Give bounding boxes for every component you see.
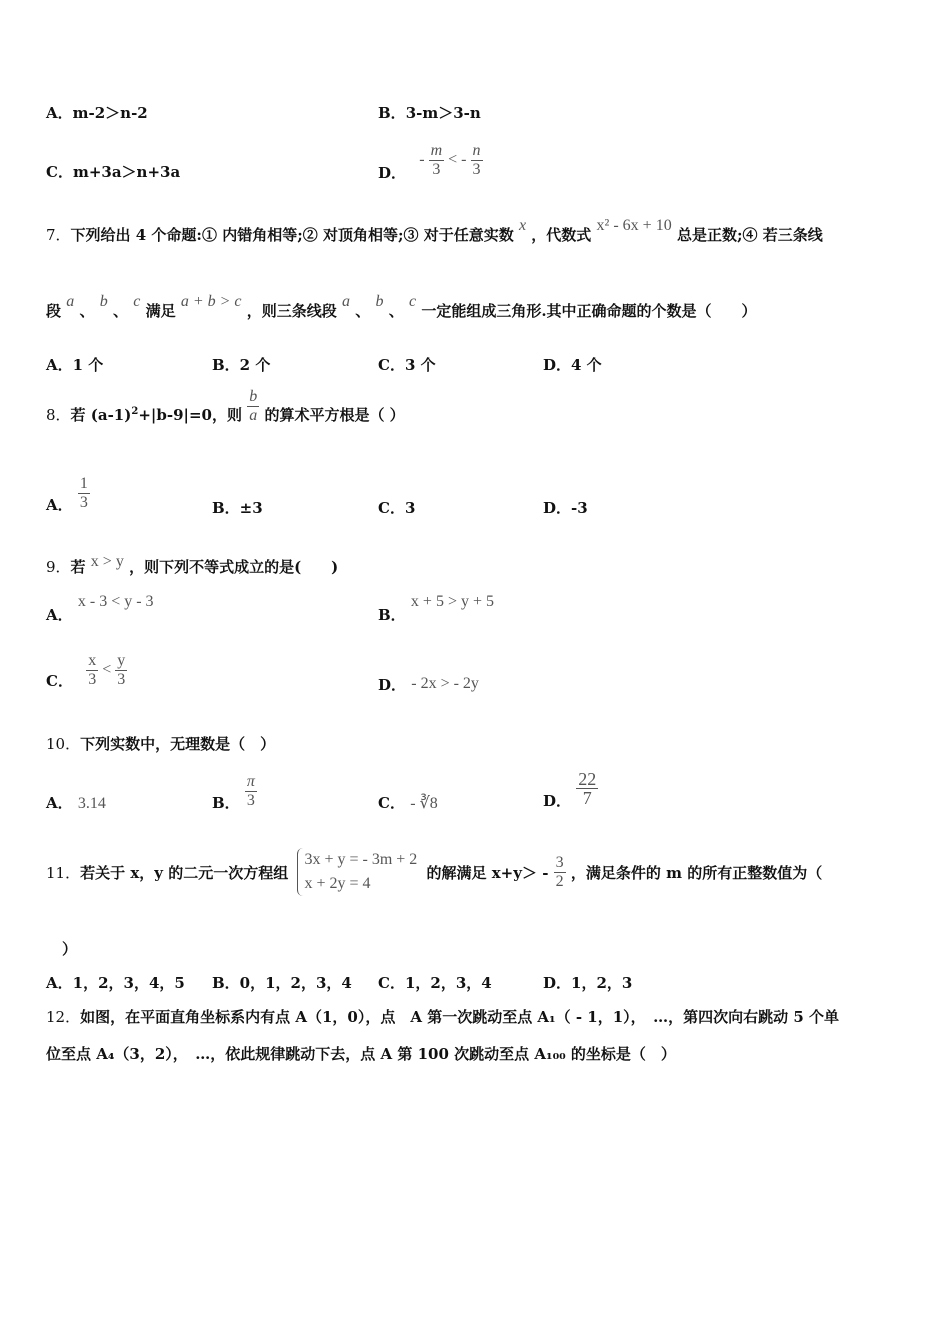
q10-b-fraction: $\frac{\pi}{3}$ [246, 773, 255, 809]
q9-stem: 9．若 x > y ，则下列不等式成立的是( ) [46, 553, 339, 576]
q9-option-d: D． - 2x > - 2y [378, 675, 479, 694]
q10-option-d: D． $\frac{22}{7}$ [543, 769, 597, 810]
q11-option-b: B．0，1，2，3，4 [212, 974, 352, 992]
q11-close-paren: ） [62, 940, 78, 958]
q11-equation-system: 3x + y = - 3m + 2 x + 2y = 4 [297, 848, 417, 896]
q7-option-c: C．3 个 [378, 356, 436, 374]
q11-stem: 11．若关于 x，y 的二元一次方程组 3x + y = - 3m + 2 x + 2y = 4 的解满足 x+y＞ - $\frac{3}{2}$ ，满足条件的 m 的所有正整数值为（ [46, 848, 822, 896]
q6-option-b: B．3-m＞3-n [378, 104, 481, 122]
q7-option-b: B．2 个 [212, 356, 271, 374]
q6-option-c: C．m+3a＞n+3a [46, 163, 181, 181]
q9-c-fraction-1: $\frac{x}{3}$ [88, 652, 97, 688]
q6-option-d: D． - $\frac{m}{3}$ < - $\frac{n}{3}$ [378, 142, 481, 182]
q7-option-d: D．4 个 [543, 356, 602, 374]
q8-fraction: $\frac{b}{a}$ [249, 388, 258, 424]
q10-option-c: C． - ∛8 [378, 794, 438, 812]
q8-option-c: C．3 [378, 499, 416, 517]
q6-d-fraction-1: $\frac{m}{3}$ [430, 142, 443, 178]
q11-fraction: $\frac{3}{2}$ [555, 853, 564, 890]
q8-option-b: B．±3 [212, 499, 263, 517]
q10-option-a: A． 3.14 [46, 794, 106, 812]
q12-stem-line2: 位至点 A₄（3，2）， …，依此规律跳动下去，点 A 第 100 次跳动至点 A₁₀₀ 的坐标是（ ） [46, 1045, 676, 1063]
q10-stem: 10．下列实数中，无理数是（ ） [46, 735, 276, 753]
q8-option-d: D．-3 [543, 499, 588, 517]
q9-option-b: B． x + 5 > y + 5 [378, 593, 494, 624]
q11-option-a: A．1，2，3，4，5 [46, 974, 185, 992]
q11-option-d: D．1，2，3 [543, 974, 633, 992]
q8-a-fraction: $\frac{1}{3}$ [79, 475, 88, 511]
q9-option-c: C． $\frac{x}{3}$ < $\frac{y}{3}$ [46, 652, 126, 690]
q7-stem-line1: 7．下列给出 4 个命题:① 内错角相等;② 对顶角相等;③ 对于任意实数 x ，代数式 x² - 6x + 10 总是正数;④ 若三条线 [46, 217, 823, 244]
q11-option-c: C．1，2，3，4 [378, 974, 492, 992]
q8-option-a: A． $\frac{1}{3}$ [46, 475, 88, 514]
q6-option-a: A．m-2＞n-2 [46, 104, 148, 122]
q7-stem-line2: 段 a 、 b 、 c 满足 a + b > c ，则三条线段 a 、 b 、 c 一定能组成三角形.其中正确命题的个数是（ ） [46, 293, 757, 320]
q10-d-fraction: $\frac{22}{7}$ [578, 769, 597, 808]
q6-d-fraction-2: $\frac{n}{3}$ [472, 142, 481, 178]
q7-option-a: A．1 个 [46, 356, 104, 374]
q9-option-a: A． x - 3 < y - 3 [46, 593, 154, 624]
q8-stem: 8．若 $(a-1)^2+|b-9|=0$，则 $\frac{b}{a}$ 的算术平方根是（ ） [46, 388, 405, 424]
q10-option-b: B． $\frac{\pi}{3}$ [212, 773, 255, 812]
q9-c-fraction-2: $\frac{y}{3}$ [117, 652, 126, 688]
q12-stem-line1: 12．如图，在平面直角坐标系内有点 A（1，0），点 A 第一次跳动至点 A₁（ - 1，1）， …，第四次向右跳动 5 个单 [46, 1008, 840, 1026]
